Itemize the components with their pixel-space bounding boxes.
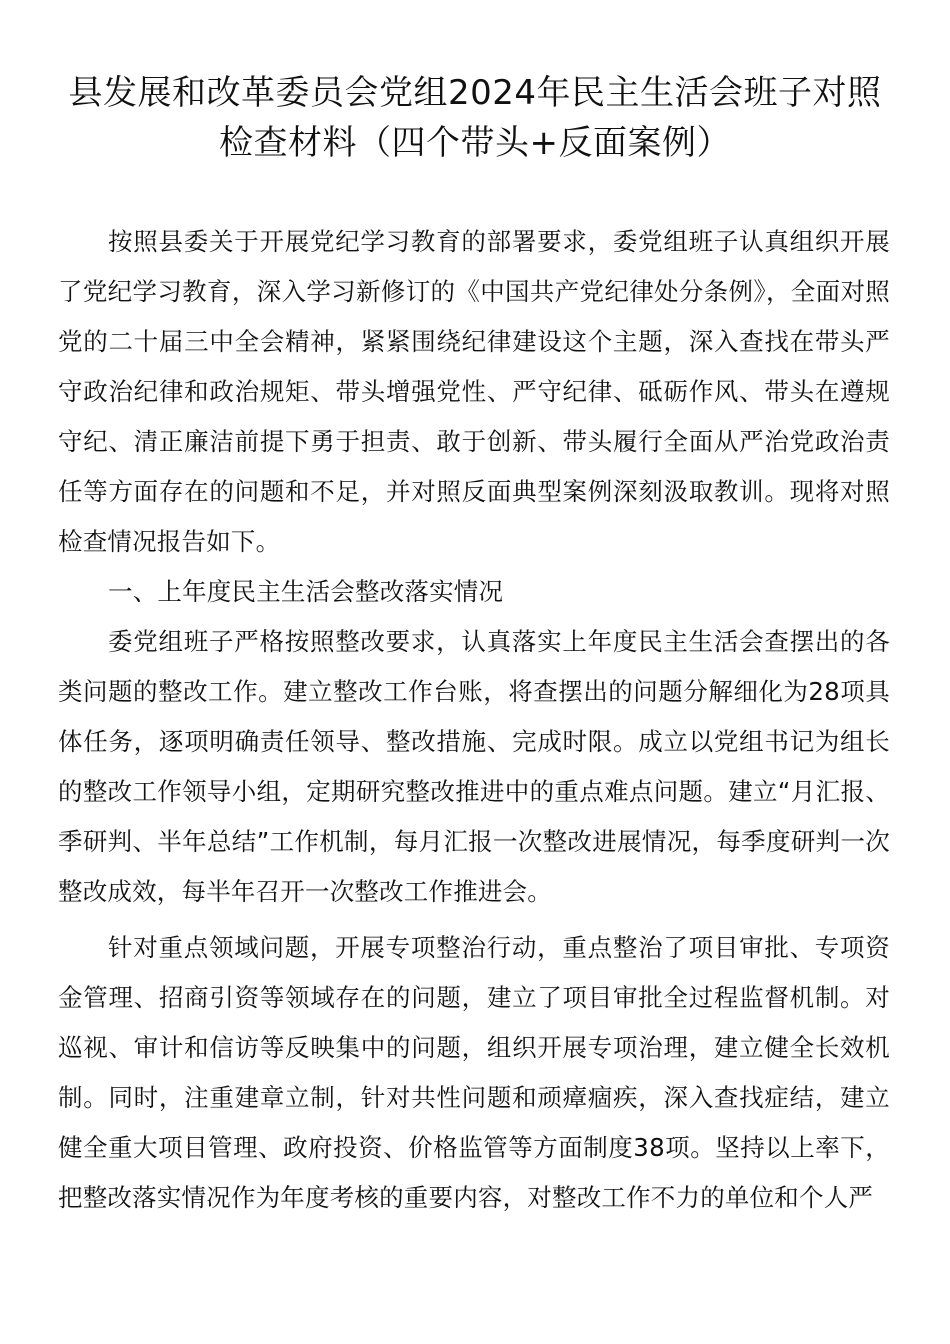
document-body xyxy=(58,217,890,1223)
section-1-paragraph-1: 委党组班子严格按照整改要求，认真落实上年度民主生活会查摆出的各类问题的整改工作。建立整改工作台账，将查摆出的问题分解细化为28项具体任务，逐项明确责任领导、整改措施、完成时限。成立以党组书记为组长的整改工作领导小组，定期研究整改推进中的重点难点问题。建立“月汇报、季研判、半年总结”工作机制，每月汇报一次整改进展情况，每季度研判一次整改成效，每半年召开一次整改工作推进会。 xyxy=(58,627,890,906)
document-title: 县发展和改革委员会党组2024年民主生活会班子对照检查材料（四个带头+反面案例） xyxy=(68,73,882,163)
section-heading-1: 一、上年度民主生活会整改落实情况 xyxy=(108,577,504,606)
intro-paragraph: 按照县委关于开展党纪学习教育的部署要求，委党组班子认真组织开展了党纪学习教育，深入学习新修订的《中国共产党纪律处分条例》，全面对照党的二十届三中全会精神，紧紧围绕纪律建设这个主题，深入查找在带头严守政治纪律和政治规矩、带头增强党性、严守纪律、砥砺作风、带头在遵规守纪、清正廉洁前提下勇于担责、敢于创新、带头履行全面从严治党政治责任等方面存在的问题和不足，并对照反面典型案例深刻汲取教训。现将对照检查情况报告如下。 xyxy=(58,227,890,556)
section-1-paragraph-2: 针对重点领域问题，开展专项整治行动，重点整治了项目审批、专项资金管理、招商引资等领域存在的问题，建立了项目审批全过程监督机制。对巡视、审计和信访等反映集中的问题，组织开展专项治理，建立健全长效机制。同时，注重建章立制，针对共性问题和顽瘴痼疾，深入查找症结，建立健全重大项目管理、政府投资、价格监管等方面制度38项。坚持以上率下，把整改落实情况作为年度考核的重要内容，对整改工作不力的单位和个人严 xyxy=(58,933,890,1212)
